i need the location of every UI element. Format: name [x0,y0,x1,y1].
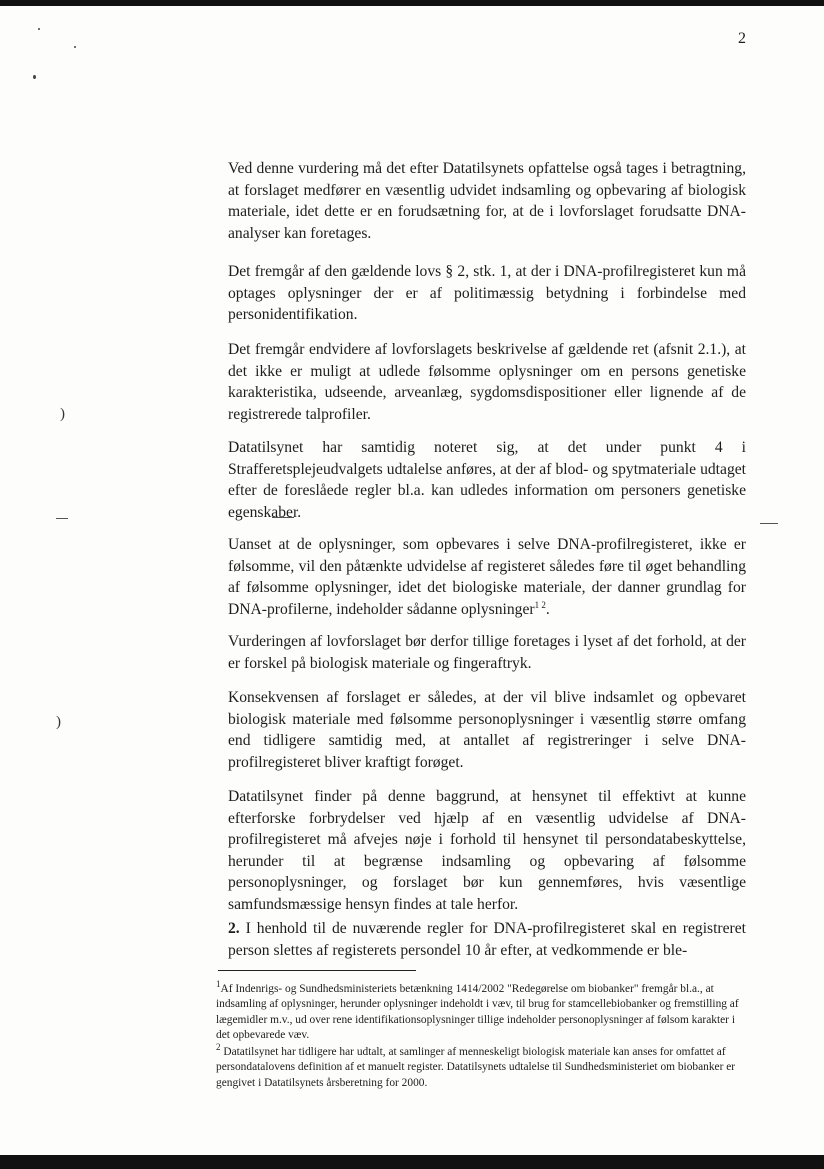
footnote-2 [216,1042,746,1091]
scan-dash [56,518,68,519]
footnote-separator [218,970,416,971]
footnote-reference: 1 2 [534,599,546,610]
scan-bracket-mark: ) [56,714,61,730]
paragraph-4: Datatilsynet har samtidig noteret sig, at det under punkt 4 i Strafferetsplejeudvalgets udtalelse anføres, at der af blod- og spytmateriale udtaget efter de foreslåede regler bl.a. kan udledes information om personers genetiske egenskaber. [228,439,746,521]
section-number: 2. [228,920,240,937]
paragraph-5 [228,534,746,620]
footnote-2-text: Datatilsynet har tidligere har udtalt, at samlinger af menneskeligt biologisk materiale kan anses for omfattet af persondatalovens definition af et manuelt register. Datatilsynets udtalelse til Sundhedsministeriet om biobanker er gengivet i Datatilsynets årsberetning for 2000. [216,1046,736,1089]
footnote-1 [216,979,746,1043]
paragraph-9-text: I henhold til de nuværende regler for DNA-profilregisteret skal en registreret person slettes af registerets persondel 10 år efter, at vedkommende er ble- [228,920,746,959]
paragraph-8: Datatilsynet finder på denne baggrund, at hensynet til effektivt at kunne efterforske forbrydelser ved hjælp af en væsentlig udvidelse af DNA-profilregisteret må afvejes nøje i forhold til hensynet til persondatabeskyttelse, herunder til at begrænse indsamling og opbevaring af følsomme personoplysninger, og forslaget bør kun gennemføres, hvis væsentlige samfundsmæssige hensyn findes at tale herfor. [228,788,746,913]
paragraph-5-text: Uanset at de oplysninger, som opbevares i selve DNA-profilregisteret, ikke er følsomme, vil den påtænkte udvidelse af registeret således føre til øget behandling af følsomme oplysninger, idet det biologiske materiale, der danner grundlag for DNA-profilerne, indeholder sådanne oplysninger [228,536,746,618]
paragraph-2: Det fremgår af den gældende lovs § 2, stk. 1, at der i DNA-profilregisteret kun må optages oplysninger der er af politimæssig betydning i forbindelse med personidentifikation. [228,263,746,323]
scan-bracket-mark: ) [60,406,65,422]
paragraph-5-tail: . [545,600,550,618]
page-number: 2 [738,30,746,47]
scan-dash [760,523,778,524]
paragraph-7: Konsekvensen af forslaget er således, at der vil blive indsamlet og opbevaret biologisk materiale med følsomme personoplysninger i væsentlig større omfang end tidligere samtidig med, at antallet af registreringer i selve DNA-profilregisteret bliver kraftigt forøget. [228,689,746,771]
footnote-2-mark: 2 [216,1042,221,1053]
paragraph-3: Det fremgår endvidere af lovforslagets beskrivelse af gældende ret (afsnit 2.1.), at det ikke er muligt at udlede følsomme oplysninger om en persons genetiske karakteristika, udseende, arveanlæg, sygdomsdispositioner eller lignende af de registrerede talprofiler. [228,341,746,423]
paragraph-6: Vurderingen af lovforslaget bør derfor tillige foretages i lyset af det forhold, at der er forskel på biologisk materiale og fingeraftryk. [228,633,746,672]
scan-bottom-edge [0,1155,824,1169]
scan-top-edge [0,0,824,6]
paragraph-1: Ved denne vurdering må det efter Datatilsynets opfattelse også tages i betragtning, at forslaget medfører en væsentlig udvidet indsamling og opbevaring af biologisk materiale, idet dette er en forudsætning for, at de i lovforslaget forudsatte DNA-analyser kan foretages. [228,160,746,242]
scan-speck [74,46,76,48]
footnote-1-text: Af Indenrigs- og Sundhedsministeriets betænkning 1414/2002 "Redegørelse om biobanker" fremgår bl.a., at indsamling af oplysninger, herunder oplysninger indeholdt i væv, til brug for stamcellebiobanker og fremstilling af lægemidler m.v., ud over rene identifikationsoplysninger tillige indeholder personoplysninger af følsom karakter i det opbevarede væv. [216,983,739,1041]
paragraph-9 [228,918,746,961]
scan-speck [38,28,40,30]
scan-speck [33,75,36,79]
footnote-1-mark: 1 [216,979,221,990]
